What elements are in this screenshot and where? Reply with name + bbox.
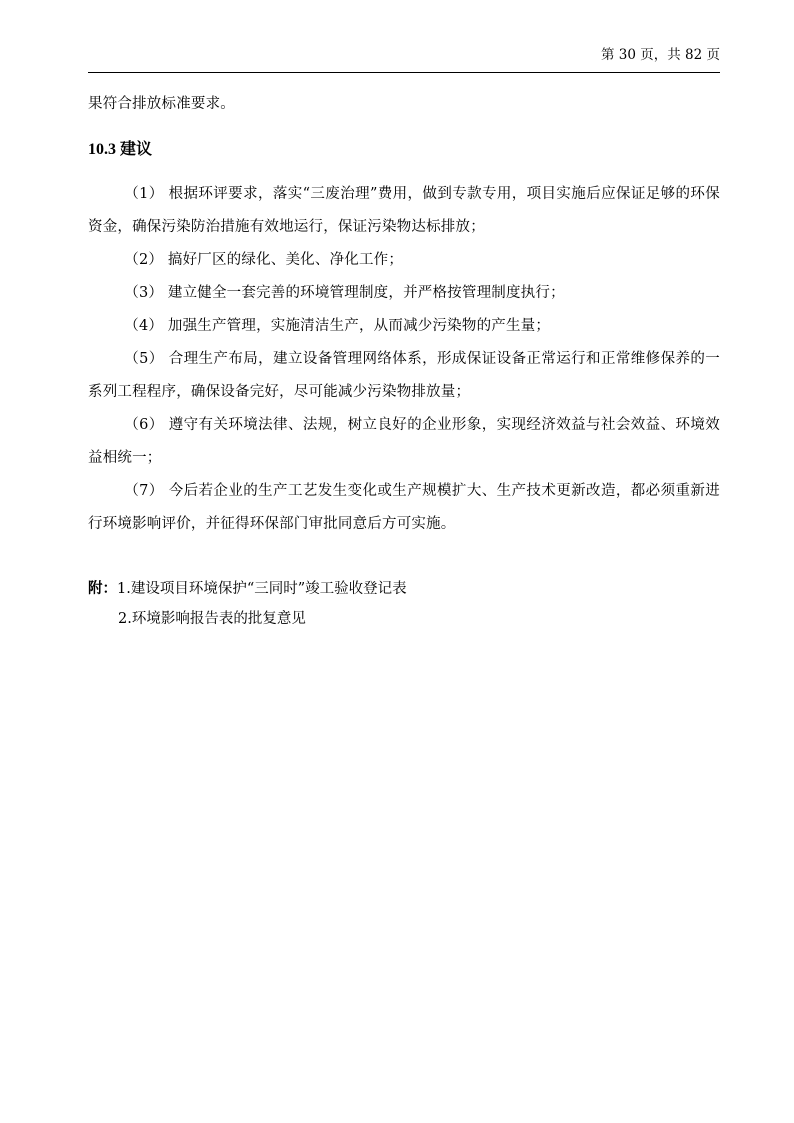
recommendation-item-5: （5） 合理生产布局，建立设备管理网络体系，形成保证设备正常运行和正常维修保养的一系列工程程序，确保设备完好，尽可能减少污染物排放量； xyxy=(88,351,720,400)
page-number-label: 第 30 页，共 82 页 xyxy=(600,47,720,63)
attachment-item-1: 1.建设项目环境保护“三同时”竣工验收登记表 xyxy=(117,581,407,597)
section-heading: 10.3 建议 xyxy=(88,141,153,158)
recommendation-item-3: （3） 建立健全一套完善的环境管理制度，并严格按管理制度执行； xyxy=(124,285,565,301)
recommendation-list xyxy=(88,178,720,541)
recommendation-item-7: （7） 今后若企业的生产工艺发生变化或生产规模扩大、生产技术更新改造，都必须重新进行环境影响评价，并征得环保部门审批同意后方可实施。 xyxy=(88,483,720,532)
attachment-prefix: 附： xyxy=(88,580,117,597)
attachments-block xyxy=(88,574,407,634)
recommendation-item-2: （2） 搞好厂区的绿化、美化、净化工作； xyxy=(124,252,404,268)
recommendation-item-1: （1） 根据环评要求，落实“三废治理”费用，做到专款专用，项目实施后应保证足够的环保资金，确保污染防治措施有效地运行，保证污染物达标排放； xyxy=(88,186,720,235)
attachment-item-2: 2.环境影响报告表的批复意见 xyxy=(118,611,306,627)
header-divider xyxy=(88,72,720,73)
continued-paragraph: 果符合排放标准要求。 xyxy=(88,96,235,112)
recommendation-item-6: （6） 遵守有关环境法律、法规，树立良好的企业形象，实现经济效益与社会效益、环境效益相统一； xyxy=(88,417,720,466)
recommendation-item-4: （4） 加强生产管理，实施清洁生产，从而减少污染物的产生量； xyxy=(124,318,551,334)
attachment-line-1 xyxy=(88,574,407,604)
